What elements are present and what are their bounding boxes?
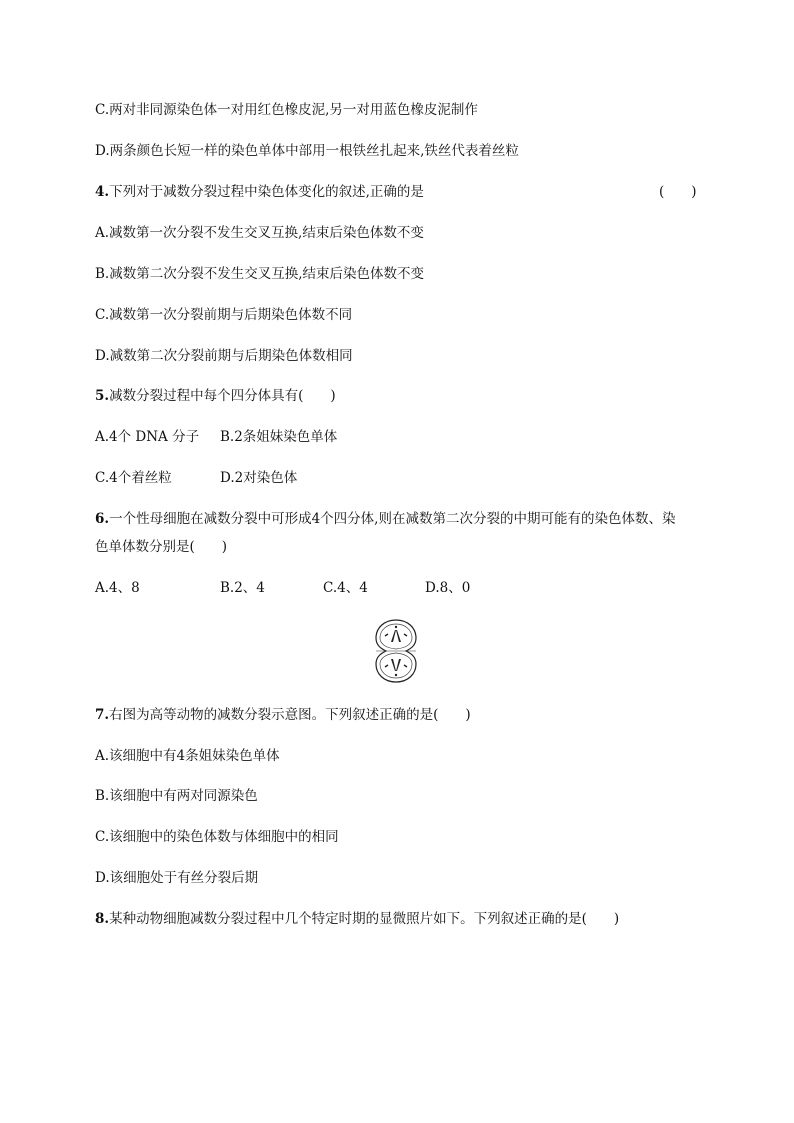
- q4-option-b: B.减数第二次分裂不发生交叉互换,结束后染色体数不变: [95, 266, 425, 282]
- q5-number: 5.: [95, 388, 110, 404]
- q7-option-a: A.该细胞中有4条姐妹染色单体: [95, 748, 280, 764]
- q6-stem-line-2: 色单体数分别是( ): [95, 539, 228, 555]
- q3-option-d: D.两条颜色长短一样的染色单体中部用一根铁丝扎起来,铁丝代表着丝粒: [95, 143, 519, 159]
- q8-stem-text: 某种动物细胞减数分裂过程中几个特定时期的显微照片如下。下列叙述正确的是( ): [109, 911, 620, 927]
- q4-option-c: C.减数第一次分裂前期与后期染色体数不同: [95, 307, 353, 323]
- q6-option-c: C.4、4: [323, 580, 368, 596]
- q5-stem: [95, 386, 336, 406]
- q6-stem-line-1: [95, 509, 675, 529]
- q6-option-a: A.4、8: [95, 580, 140, 596]
- q4-stem-text: 下列对于减数分裂过程中染色体变化的叙述,正确的是: [109, 184, 424, 200]
- q4-answer-paren: ( ): [659, 184, 697, 200]
- q8-number: 8.: [95, 911, 110, 927]
- q7-stem-text: 右图为高等动物的减数分裂示意图。下列叙述正确的是( ): [109, 707, 471, 723]
- q5-stem-text: 减数分裂过程中每个四分体具有( ): [109, 388, 336, 404]
- q5-option-c: C.4个着丝粒: [95, 470, 172, 486]
- q7-option-b: B.该细胞中有两对同源染色: [95, 788, 258, 804]
- q6-stem-text-1: 一个性母细胞在减数分裂中可形成4个四分体,则在减数第二次分裂的中期可能有的染色体数、染: [109, 511, 676, 527]
- q7-stem: [95, 705, 471, 725]
- q5-option-a: A.4个 DNA 分子: [95, 429, 200, 445]
- q5-option-b: B.2条姐妹染色单体: [220, 429, 338, 445]
- q3-option-c: C.两对非同源染色体一对用红色橡皮泥,另一对用蓝色橡皮泥制作: [95, 102, 478, 118]
- q7-number: 7.: [95, 707, 110, 723]
- q6-option-b: B.2、4: [220, 580, 265, 596]
- q4-number: 4.: [95, 184, 110, 200]
- q4-option-a: A.减数第一次分裂不发生交叉互换,结束后染色体数不变: [95, 225, 424, 241]
- q5-option-d: D.2对染色体: [220, 470, 298, 486]
- q4-stem: [95, 182, 424, 202]
- q6-number: 6.: [95, 511, 110, 527]
- q4-option-d: D.减数第二次分裂前期与后期染色体数相同: [95, 348, 353, 364]
- q7-option-d: D.该细胞处于有丝分裂后期: [95, 870, 259, 886]
- q6-option-d: D.8、0: [425, 580, 471, 596]
- q8-stem: [95, 909, 619, 929]
- q7-option-c: C.该细胞中的染色体数与体细胞中的相同: [95, 829, 339, 845]
- dividing-cell-figure: [372, 618, 420, 684]
